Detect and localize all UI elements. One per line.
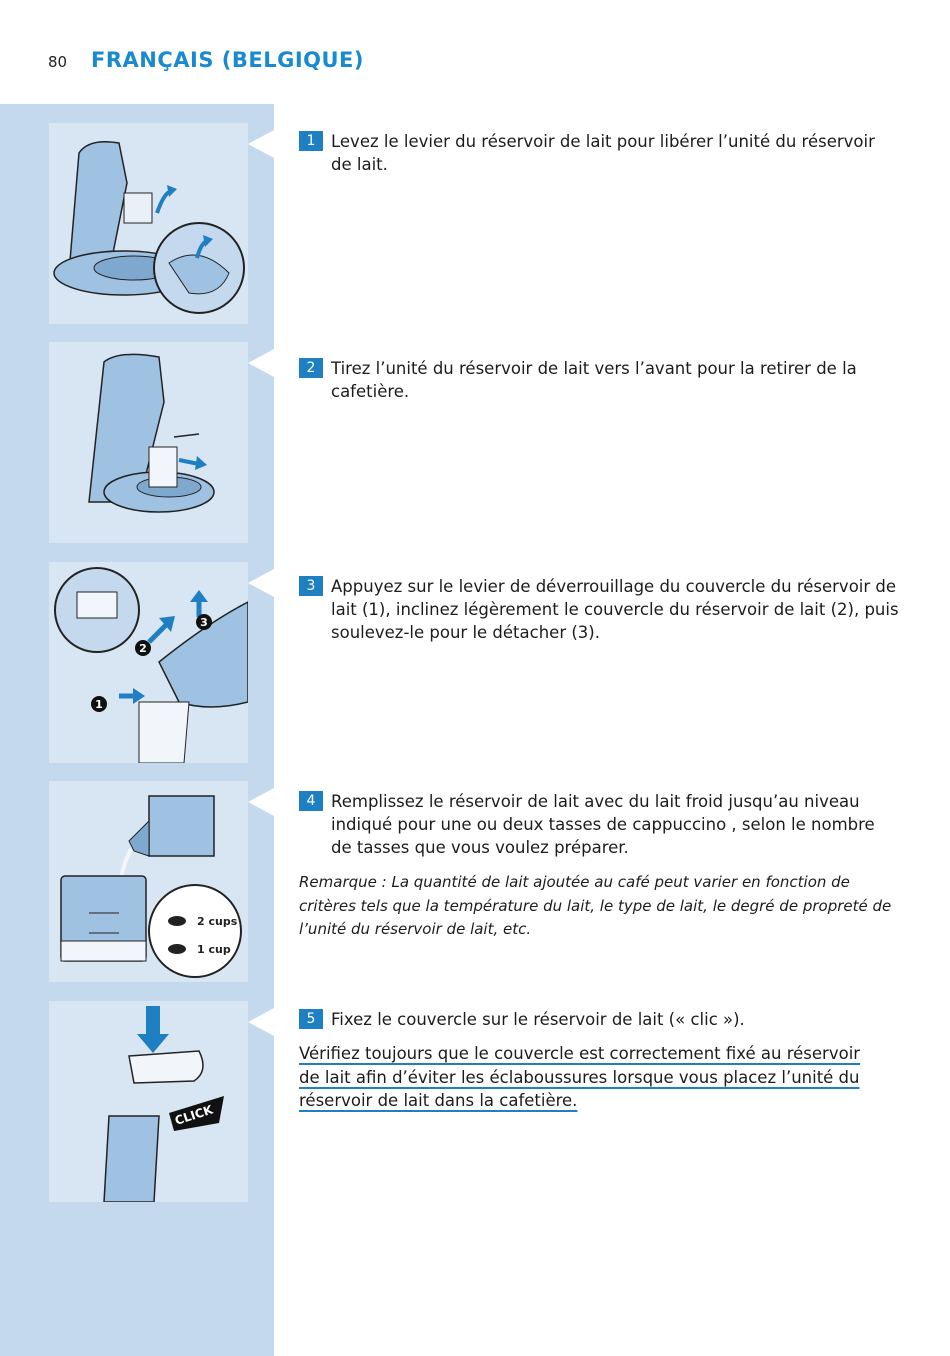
figure-pointer: [248, 1008, 274, 1036]
figure-3-detach-lid: [49, 562, 248, 763]
warning-text: [299, 1042, 889, 1113]
marker-3-label: 3: [200, 616, 208, 629]
warning-line: Vérifiez toujours que le couvercle est correctement fixé au réservoir: [299, 1044, 861, 1063]
figure-5-attach-lid: [49, 1001, 248, 1202]
figure-1-lift-lever: [49, 123, 248, 324]
step-text: Levez le levier du réservoir de lait pour libérer l’unité du réservoir de lait.: [331, 132, 875, 174]
step-text: Fixez le couvercle sur le réservoir de lait (« clic »).: [331, 1010, 745, 1029]
step-number-badge: 1: [299, 131, 323, 151]
step-text: Appuyez sur le levier de déverrouillage du couvercle du réservoir de lait (1), inclinez légèrement le couvercle du réservoir de lait (2), puis soulevez-le pour le détacher (3).: [331, 577, 899, 642]
step-number-badge: 4: [299, 791, 323, 811]
step-2: [299, 357, 899, 403]
coffee-machine-pull-illustration: [49, 342, 248, 543]
page-number: 80: [48, 53, 68, 71]
note-text: Remarque : La quantité de lait ajoutée au café peut varier en fonction de critères tels que la température du lait, le type de lait, le degré de propreté de l’unité du réservoir de lait, etc.: [299, 873, 892, 938]
step-text: Tirez l’unité du réservoir de lait vers l’avant pour la retirer de la cafetière.: [331, 359, 857, 401]
lid-click-illustration: [49, 1001, 248, 1202]
figure-2-pull-unit: [49, 342, 248, 543]
step-number-badge: 5: [299, 1009, 323, 1029]
coffee-machine-lever-illustration: [49, 123, 248, 324]
figure-4-fill-milk: [49, 781, 248, 982]
warning-line: réservoir de lait dans la cafetière.: [299, 1091, 578, 1110]
step-number-badge: 2: [299, 358, 323, 378]
step-number-badge: 3: [299, 576, 323, 596]
section-title: FRANÇAIS (BELGIQUE): [91, 48, 364, 72]
figure-pointer: [248, 349, 274, 377]
two-cups-label: 2 cups: [197, 915, 238, 928]
step-3: [299, 575, 899, 644]
figure-pointer: [248, 788, 274, 816]
marker-2-label: 2: [139, 642, 147, 655]
warning-line: de lait afin d’éviter les éclaboussures lorsque vous placez l’unité du: [299, 1067, 860, 1087]
marker-1-label: 1: [95, 698, 103, 711]
step-text: Remplissez le réservoir de lait avec du lait froid jusqu’au niveau indiqué pour une ou deux tasses de cappuccino , selon le nombre de tasses que vous voulez préparer.: [331, 792, 875, 857]
figure-pointer: [248, 569, 274, 597]
step-1: [299, 130, 899, 176]
step-4: [299, 790, 899, 859]
lid-release-illustration: [49, 562, 248, 763]
figure-pointer: [248, 130, 274, 158]
milk-fill-illustration: [49, 781, 248, 982]
one-cup-label: 1 cup: [197, 943, 231, 956]
click-label: CLICK: [173, 1102, 215, 1128]
step-5: [299, 1008, 899, 1031]
